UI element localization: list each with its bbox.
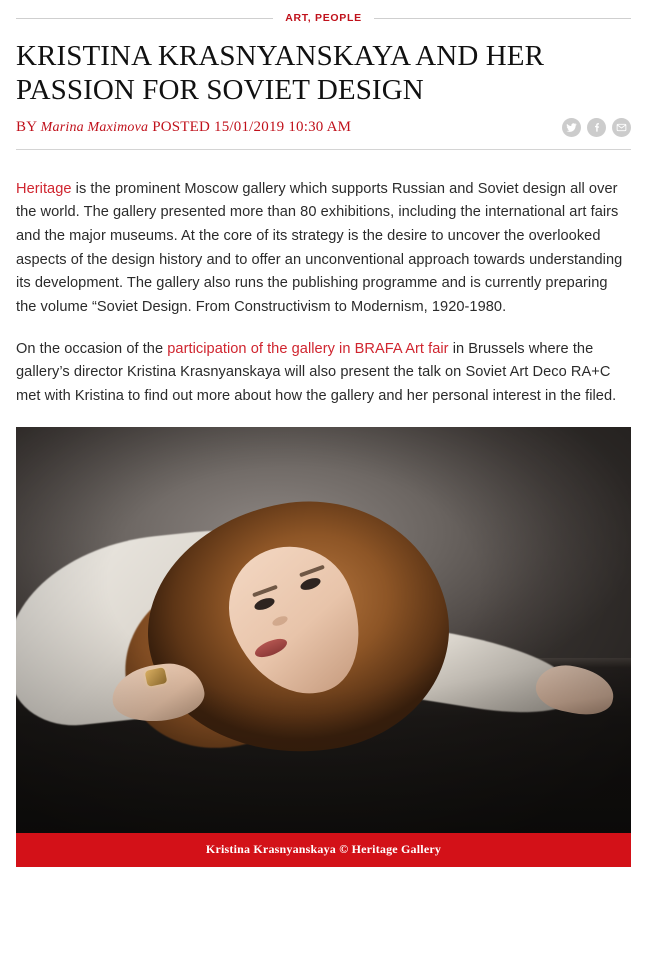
- share-buttons: [562, 118, 631, 137]
- article-category[interactable]: ART, PEOPLE: [285, 12, 362, 24]
- article-figure: [16, 427, 631, 867]
- heritage-link[interactable]: Heritage: [16, 180, 72, 197]
- byline-by-label: BY: [16, 118, 37, 135]
- byline-posted-label: POSTED: [152, 118, 211, 135]
- figure-caption: Kristina Krasnyanskaya © Heritage Gallery: [16, 833, 631, 867]
- byline-author[interactable]: Marina Maximova: [40, 119, 149, 135]
- facebook-icon[interactable]: [587, 118, 606, 137]
- paragraph-1-text: is the prominent Moscow gallery which supports Russian and Soviet design all over the world. The gallery presented more than 80 exhibitions, including the international art fairs and the major museums. At the core of its strategy is the desire to uncover the overlooked aspects of the design history and to offer an unconventional approach towards understanding its development. The gallery also runs the publishing programme and is currently preparing the volume “Soviet Design. From Constructivism to Modernism, 1920-1980.: [16, 180, 623, 316]
- category-rule-right: [374, 18, 631, 19]
- article-photo: [16, 427, 631, 833]
- paragraph-2-text-before: On the occasion of the: [16, 340, 168, 357]
- photo-vignette: [16, 427, 631, 833]
- category-row: [16, 0, 631, 24]
- body-paragraph-2: [16, 338, 631, 409]
- page-title: KRISTINA KRASNYANSKAYA AND HER PASSION FOR SOVIET DESIGN: [16, 40, 545, 106]
- byline-row: [16, 118, 631, 149]
- category-rule-left: [16, 18, 273, 19]
- byline-date: 15/01/2019: [214, 118, 285, 135]
- header-divider: [16, 149, 631, 150]
- byline-time: 10:30 AM: [288, 118, 352, 135]
- brafa-link[interactable]: participation of the gallery in BRAFA Art fair: [167, 340, 449, 357]
- email-icon[interactable]: [612, 118, 631, 137]
- twitter-icon[interactable]: [562, 118, 581, 137]
- body-paragraph-1: [16, 178, 631, 320]
- byline: [16, 119, 351, 136]
- paragraph-2-text-after: in Brussels where the gallery’s director Kristina Krasnyanskaya will also present the talk on Soviet Art Deco RA+C met with Kristina to find out more about how the gallery and her personal interest in the filed.: [16, 340, 617, 404]
